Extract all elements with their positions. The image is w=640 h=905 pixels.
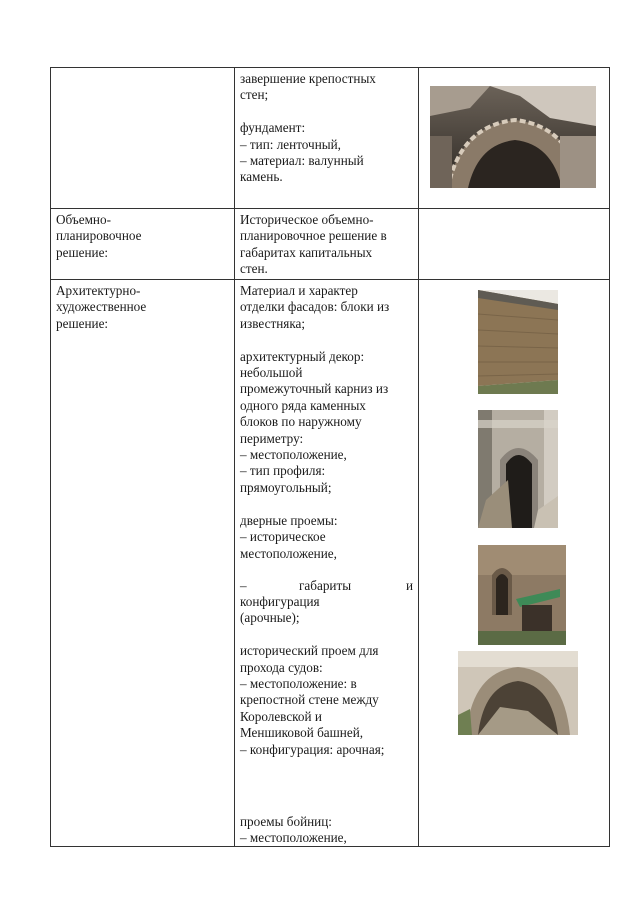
row-divider-2 [50, 279, 610, 280]
row1-description: завершение крепостных стен; фундамент: – тип: ленточный, – материал: валунный камень. [240, 71, 376, 185]
wall-door-green-canopy-photo [478, 545, 566, 645]
table-border-left [50, 67, 51, 847]
column-divider-2 [418, 67, 419, 847]
row3-label: Архитектурно- художественное решение: [56, 283, 147, 331]
table-border-top [50, 67, 610, 68]
foundation-arch-photo [430, 86, 596, 188]
row3-justified-and: и [406, 578, 414, 593]
row3-description-part1: Материал и характер отделки фасадов: блоки из известняка; архитектурный декор: небольшой промежуточный карниз из одного ряда каменных блоков по наружному периметру: – местоположение, – тип профиля: прямоугольный; дверные проемы: – историческое местоположение, [240, 283, 390, 561]
row3-description-part3: проемы бойниц: – местоположение, [240, 814, 347, 846]
column-divider-1 [234, 67, 235, 847]
limestone-wall-photo [478, 290, 558, 394]
table-border-right [609, 67, 610, 847]
row3-justified-dash: – [240, 578, 247, 593]
row3-justified-word: габариты [299, 578, 352, 593]
row2-description: Историческое объемно- планировочное решение в габаритах капитальных стен. [240, 212, 387, 277]
arched-doorway-photo [478, 410, 558, 528]
row-divider-1 [50, 208, 610, 209]
row3-description-part2: конфигурация (арочные); исторический проем для прохода судов: – местоположение: в крепостной стене между Королевской и Меншиковой башней, – конфигурация: арочная; [240, 594, 385, 757]
row2-label: Объемно- планировочное решение: [56, 212, 142, 260]
ship-passage-arch-photo [458, 651, 578, 735]
